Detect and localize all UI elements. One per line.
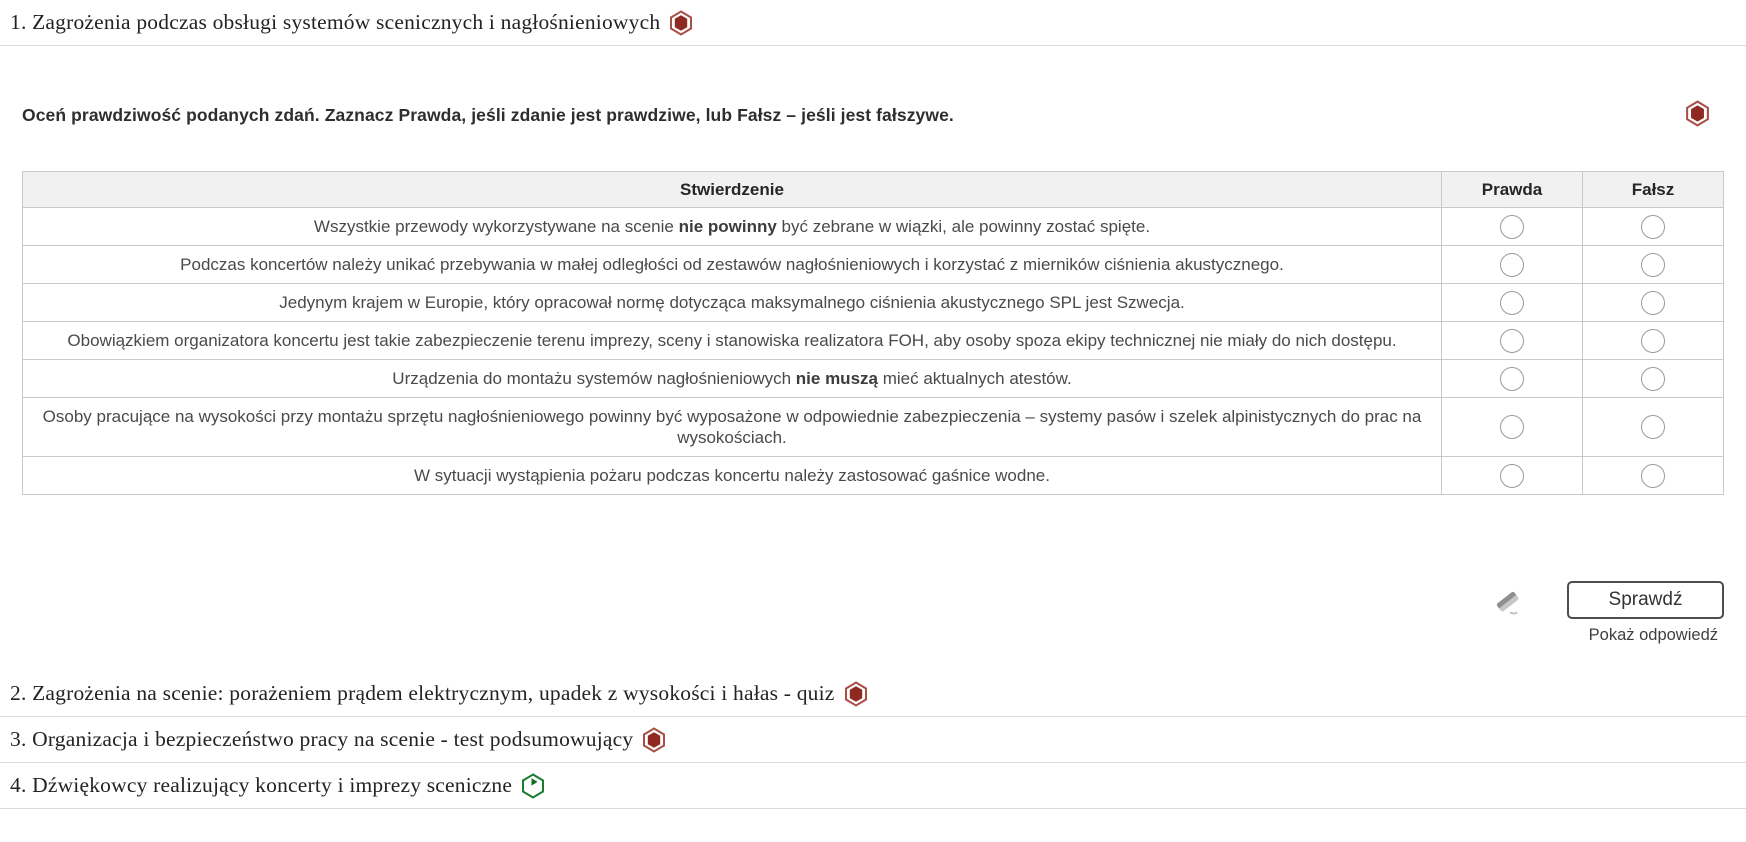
radio-prawda[interactable] xyxy=(1500,291,1524,315)
prawda-cell xyxy=(1442,322,1583,360)
section-title: 4. Dźwiękowcy realizujący koncerty i imprezy sceniczne xyxy=(10,773,513,797)
panel-spacer xyxy=(22,645,1724,671)
statement-cell: Osoby pracujące na wysokości przy montażu sprzętu nagłośnieniowego powinny być wyposażone w odpowiednie zabezpieczenia – systemy pasów i szelek alpinistycznych do prac na wysokościach. xyxy=(23,398,1442,457)
check-column xyxy=(1567,581,1724,645)
radio-prawda[interactable] xyxy=(1500,367,1524,391)
exercise-panel xyxy=(0,46,1746,671)
table-header-row xyxy=(23,172,1724,208)
table-row xyxy=(23,284,1724,322)
table-row xyxy=(23,208,1724,246)
radio-falsz[interactable] xyxy=(1641,415,1665,439)
falsz-cell xyxy=(1583,457,1724,495)
prawda-cell xyxy=(1442,398,1583,457)
statement-cell: Urządzenia do montażu systemów nagłośnieniowych nie muszą mieć aktualnych atestów. xyxy=(23,360,1442,398)
radio-falsz[interactable] xyxy=(1641,215,1665,239)
radio-falsz[interactable] xyxy=(1641,367,1665,391)
prawda-cell xyxy=(1442,208,1583,246)
section-title: 3. Organizacja i bezpieczeństwo pracy na scenie - test podsumowujący xyxy=(10,727,634,751)
section-title: 2. Zagrożenia na scenie: porażeniem prądem elektrycznym, upadek z wysokości i hałas - quiz xyxy=(10,681,835,705)
bottom-sections xyxy=(0,671,1746,809)
col-header-statement: Stwierdzenie xyxy=(23,172,1442,208)
statement-cell: Wszystkie przewody wykorzystywane na scenie nie powinny być zebrane w wiązki, ale powinny zostać spięte. xyxy=(23,208,1442,246)
radio-falsz[interactable] xyxy=(1641,464,1665,488)
true-false-table xyxy=(22,171,1724,495)
accordion-section-2[interactable] xyxy=(0,671,1746,717)
statement-cell: Podczas koncertów należy unikać przebywania w małej odległości od zestawów nagłośnieniowych i korzystać z mierników ciśnienia akustycznego. xyxy=(23,246,1442,284)
accordion-section-4[interactable] xyxy=(0,763,1746,809)
red-hexagon-icon xyxy=(844,681,868,707)
falsz-cell xyxy=(1583,322,1724,360)
exercise-instruction: Oceń prawdziwość podanych zdań. Zaznacz Prawda, jeśli zdanie jest prawdziwe, lub Fałsz – jeśli jest fałszywe. xyxy=(22,105,954,125)
show-answer-link[interactable]: Pokaż odpowiedź xyxy=(1588,626,1718,644)
radio-prawda[interactable] xyxy=(1500,415,1524,439)
red-hexagon-icon xyxy=(1685,100,1710,132)
statement-cell: Jedynym krajem w Europie, który opracował normę dotycząca maksymalnego ciśnienia akustycznego SPL jest Szwecja. xyxy=(23,284,1442,322)
statement-cell: Obowiązkiem organizatora koncertu jest takie zabezpieczenie terenu imprezy, sceny i stanowiska realizatora FOH, aby osoby spoza ekipy technicznej nie miały do nich dostępu. xyxy=(23,322,1442,360)
prawda-cell xyxy=(1442,284,1583,322)
falsz-cell xyxy=(1583,246,1724,284)
controls-row xyxy=(22,581,1724,645)
radio-prawda[interactable] xyxy=(1500,215,1524,239)
table-row xyxy=(23,398,1724,457)
prawda-cell xyxy=(1442,246,1583,284)
reset-button[interactable] xyxy=(1494,589,1521,619)
falsz-cell xyxy=(1583,360,1724,398)
radio-prawda[interactable] xyxy=(1500,464,1524,488)
section-title: 1. Zagrożenia podczas obsługi systemów scenicznych i nagłośnieniowych xyxy=(10,10,661,34)
accordion-section-3[interactable] xyxy=(0,717,1746,763)
accordion-section-1[interactable] xyxy=(0,0,1746,46)
prawda-cell xyxy=(1442,457,1583,495)
col-header-true: Prawda xyxy=(1442,172,1583,208)
table-row xyxy=(23,246,1724,284)
statements-body xyxy=(23,208,1724,495)
radio-prawda[interactable] xyxy=(1500,253,1524,277)
radio-falsz[interactable] xyxy=(1641,329,1665,353)
eraser-icon xyxy=(1494,589,1521,619)
red-hexagon-icon xyxy=(669,10,693,36)
table-row xyxy=(23,322,1724,360)
falsz-cell xyxy=(1583,284,1724,322)
check-button[interactable]: Sprawdź xyxy=(1567,581,1724,619)
radio-falsz[interactable] xyxy=(1641,291,1665,315)
table-row xyxy=(23,457,1724,495)
instruction-row xyxy=(22,102,1724,132)
statement-cell: W sytuacji wystąpienia pożaru podczas koncertu należy zastosować gaśnice wodne. xyxy=(23,457,1442,495)
red-hexagon-icon xyxy=(642,727,666,753)
falsz-cell xyxy=(1583,208,1724,246)
falsz-cell xyxy=(1583,398,1724,457)
col-header-false: Fałsz xyxy=(1583,172,1724,208)
table-row xyxy=(23,360,1724,398)
prawda-cell xyxy=(1442,360,1583,398)
radio-falsz[interactable] xyxy=(1641,253,1665,277)
radio-prawda[interactable] xyxy=(1500,329,1524,353)
green-hexagon-icon xyxy=(521,773,545,799)
